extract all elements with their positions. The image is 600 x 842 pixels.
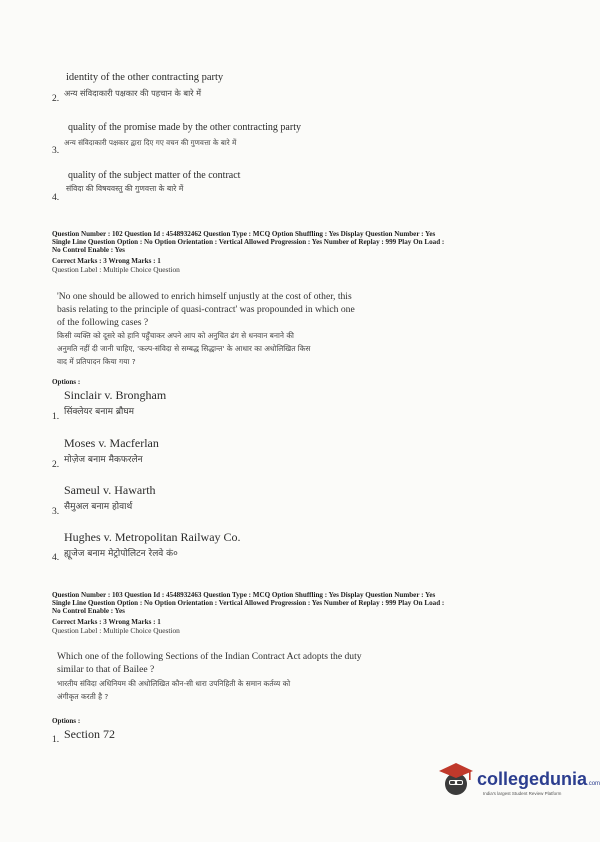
option-3-number: 3. (52, 507, 60, 517)
option-4-number: 4. (52, 553, 60, 563)
graduate-cap-icon (437, 759, 475, 799)
prev-option-3-number: 3. (52, 146, 60, 156)
option-2-hi: मोज़ेज बनाम मैकफरलेन (64, 455, 143, 465)
option-3-hi: सैमुअल बनाम होवार्थ (64, 502, 133, 512)
question-meta-line-1: Question Number : 102 Question Id : 4548932462 Question Type : MCQ Option Shuffling : Yes Display Question Number : Yes (52, 230, 436, 238)
question-text-en-line: similar to that of Bailee ? (57, 663, 155, 675)
option-2-number: 2. (52, 460, 60, 470)
option-1-number: 1. (52, 412, 60, 422)
option-1-hi: सिंक्लेयर बनाम ब्रौघम (64, 407, 135, 417)
logo-tagline: India's largest Student Review Platform (483, 791, 562, 796)
question-text-hi-line: वाद में प्रतिपादन किया गया ? (57, 357, 136, 367)
question-text-en-line: basis relating to the principle of quasi-contract' was propounded in which one (57, 303, 355, 315)
logo-wordmark (477, 769, 600, 790)
prev-option-4-number: 4. (52, 193, 60, 203)
question-label: Question Label : Multiple Choice Question (52, 264, 180, 274)
question-text-en-line: 'No one should be allowed to enrich himself unjustly at the cost of other, this (57, 291, 352, 302)
question-103 (52, 591, 444, 635)
question-text-hi-line: अनुमति नहीं दी जानी चाहिए, 'कल्प-संविदा से सम्बद्ध सिद्धान्त' के आधार का अधोलिखित किस (57, 344, 311, 354)
option-3-en: Sameul v. Hawarth (64, 483, 156, 497)
prev-option-2-hi: अन्य संविदाकारी पक्षकार की पहचान के बारे में (64, 88, 202, 98)
question-103-text (57, 651, 362, 703)
option-1-en: Section 72 (64, 727, 115, 741)
prev-option-2-en: identity of the other contracting party (66, 72, 224, 83)
question-text-hi-line: भारतीय संविदा अधिनियम की अधोलिखित कौन-सी धारा उपनिहिती के समान कर्तव्य को (57, 678, 291, 688)
option-1-en: Sinclair v. Brongham (64, 388, 167, 402)
question-meta-line-1: Question Number : 103 Question Id : 4548932463 Question Type : MCQ Option Shuffling : Yes Display Question Number : Yes (52, 591, 436, 599)
prev-option-2-number: 2. (52, 94, 60, 104)
question-label: Question Label : Multiple Choice Question (52, 625, 180, 635)
question-meta-line-2: Single Line Question Option : No Option Orientation : Vertical Allowed Progression : Yes Number of Replay : 999 Play On Load : (52, 238, 445, 247)
option-4-hi: ह्यूजेज बनाम मेट्रोपोलिटन रेलवे कं० (64, 549, 178, 559)
logo-name: collegedunia (477, 769, 588, 789)
question-text-en-line: Which one of the following Sections of the Indian Contract Act adopts the duty (57, 651, 362, 662)
question-text-hi-line: किसी व्यक्ति को दूसरे को हानि पहुँचाकर अपने आप को अनुचित ढंग से धनवान बनाने की (57, 331, 294, 341)
question-text-en-line: of the following cases ? (57, 316, 149, 328)
question-meta-line-2: Single Line Question Option : No Option Orientation : Vertical Allowed Progression : Yes Number of Replay : 999 Play On Load : (52, 599, 445, 608)
question-meta-line-3: No Control Enable : Yes (52, 607, 125, 616)
options-label: Options : (52, 717, 81, 725)
question-102 (52, 230, 444, 274)
options-label: Options : (52, 378, 81, 386)
question-102-text (57, 291, 355, 368)
prev-option-4-hi: संविदा की विषयवस्तु की गुणवत्ता के बारे में (66, 184, 184, 193)
logo-suffix: .com (587, 781, 600, 787)
option-1-number: 1. (52, 735, 60, 745)
question-marks: Correct Marks : 3 Wrong Marks : 1 (52, 256, 161, 265)
prev-option-3-hi: अन्य संविदाकारी पक्षकार द्वारा दिए गए वचन की गुणवत्ता के बारे में (64, 138, 237, 147)
question-text-hi-line: अंगीकृत करती है ? (57, 691, 109, 701)
option-2-en: Moses v. Macferlan (64, 436, 159, 450)
prev-option-4-en: quality of the subject matter of the contract (68, 170, 241, 181)
option-4-en: Hughes v. Metropolitan Railway Co. (64, 530, 241, 544)
question-marks: Correct Marks : 3 Wrong Marks : 1 (52, 617, 161, 626)
prev-option-3-en: quality of the promise made by the other contracting party (68, 122, 301, 133)
question-meta-line-3: No Control Enable : Yes (52, 246, 125, 255)
collegedunia-logo (437, 759, 600, 803)
